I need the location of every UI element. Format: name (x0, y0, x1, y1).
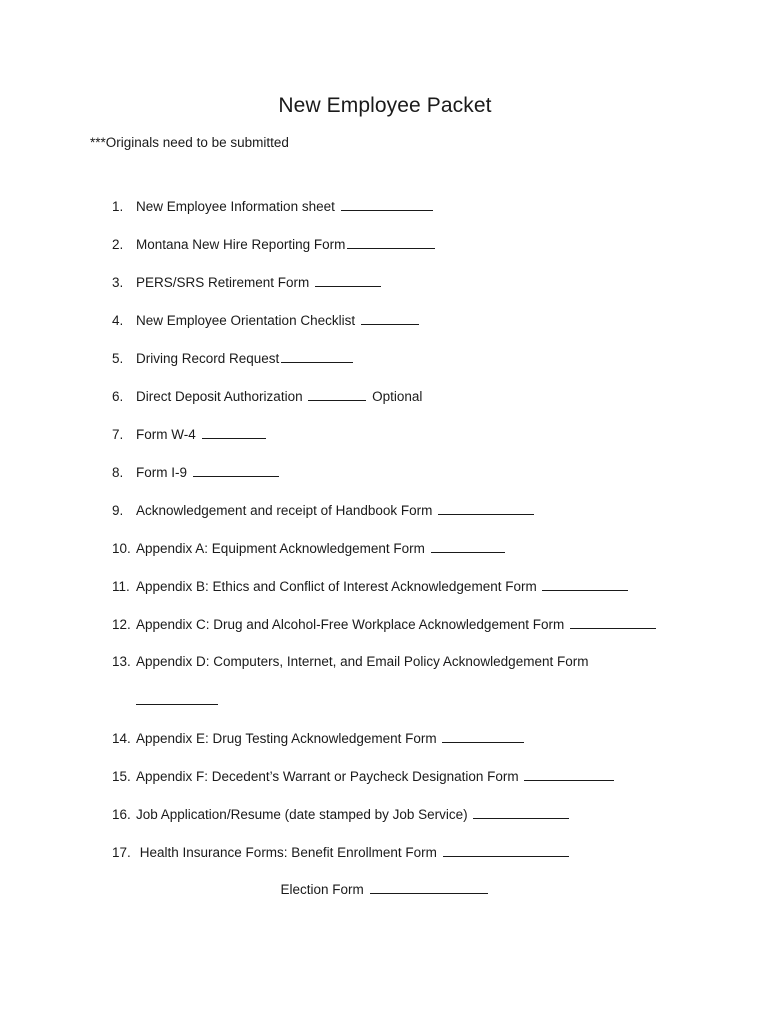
blank-line[interactable] (202, 425, 266, 439)
list-item: 11. Appendix B: Ethics and Conflict of Interest Acknowledgement Form (112, 577, 630, 596)
list-item: 9. Acknowledgement and receipt of Handbook Form (112, 501, 536, 520)
list-item: 10. Appendix A: Equipment Acknowledgement Form (112, 539, 507, 558)
list-item: 5. Driving Record Request (112, 349, 355, 368)
list-item: 1. New Employee Information sheet (112, 197, 435, 216)
election-form-line: Election Form (0, 880, 770, 897)
blank-line[interactable] (542, 577, 628, 591)
list-item: 17. Health Insurance Forms: Benefit Enrollment Form (112, 843, 571, 862)
blank-line[interactable] (438, 501, 534, 515)
list-item: 12. Appendix C: Drug and Alcohol-Free Workplace Acknowledgement Form (112, 615, 658, 634)
blank-line[interactable] (570, 615, 656, 629)
list-item-continuation (136, 691, 218, 708)
blank-line[interactable] (308, 387, 366, 401)
originals-note: ***Originals need to be submitted (90, 135, 289, 150)
optional-label: Optional (372, 389, 423, 404)
blank-line[interactable] (442, 729, 524, 743)
blank-line[interactable] (443, 843, 569, 857)
list-item: 3. PERS/SRS Retirement Form (112, 273, 383, 292)
list-item: 13. Appendix D: Computers, Internet, and Email Policy Acknowledgement Form (112, 654, 589, 669)
list-item: 14. Appendix E: Drug Testing Acknowledgement Form (112, 729, 526, 748)
blank-line[interactable] (136, 691, 218, 705)
blank-line[interactable] (193, 463, 279, 477)
blank-line[interactable] (473, 805, 569, 819)
blank-line[interactable] (341, 197, 433, 211)
blank-line[interactable] (431, 539, 505, 553)
list-item: 6. Direct Deposit Authorization Optional (112, 389, 423, 404)
blank-line[interactable] (524, 767, 614, 781)
blank-line[interactable] (315, 273, 381, 287)
page-title: New Employee Packet (278, 94, 492, 117)
list-item: 16. Job Application/Resume (date stamped by Job Service) (112, 805, 571, 824)
blank-line[interactable] (370, 880, 488, 894)
list-item: 7. Form W-4 (112, 425, 268, 444)
list-item: 8. Form I-9 (112, 463, 281, 482)
list-item: 2. Montana New Hire Reporting Form (112, 235, 437, 254)
list-item: 4. New Employee Orientation Checklist (112, 311, 421, 330)
blank-line[interactable] (347, 235, 435, 249)
list-item: 15. Appendix F: Decedent’s Warrant or Paycheck Designation Form (112, 767, 616, 786)
blank-line[interactable] (281, 349, 353, 363)
blank-line[interactable] (361, 311, 419, 325)
